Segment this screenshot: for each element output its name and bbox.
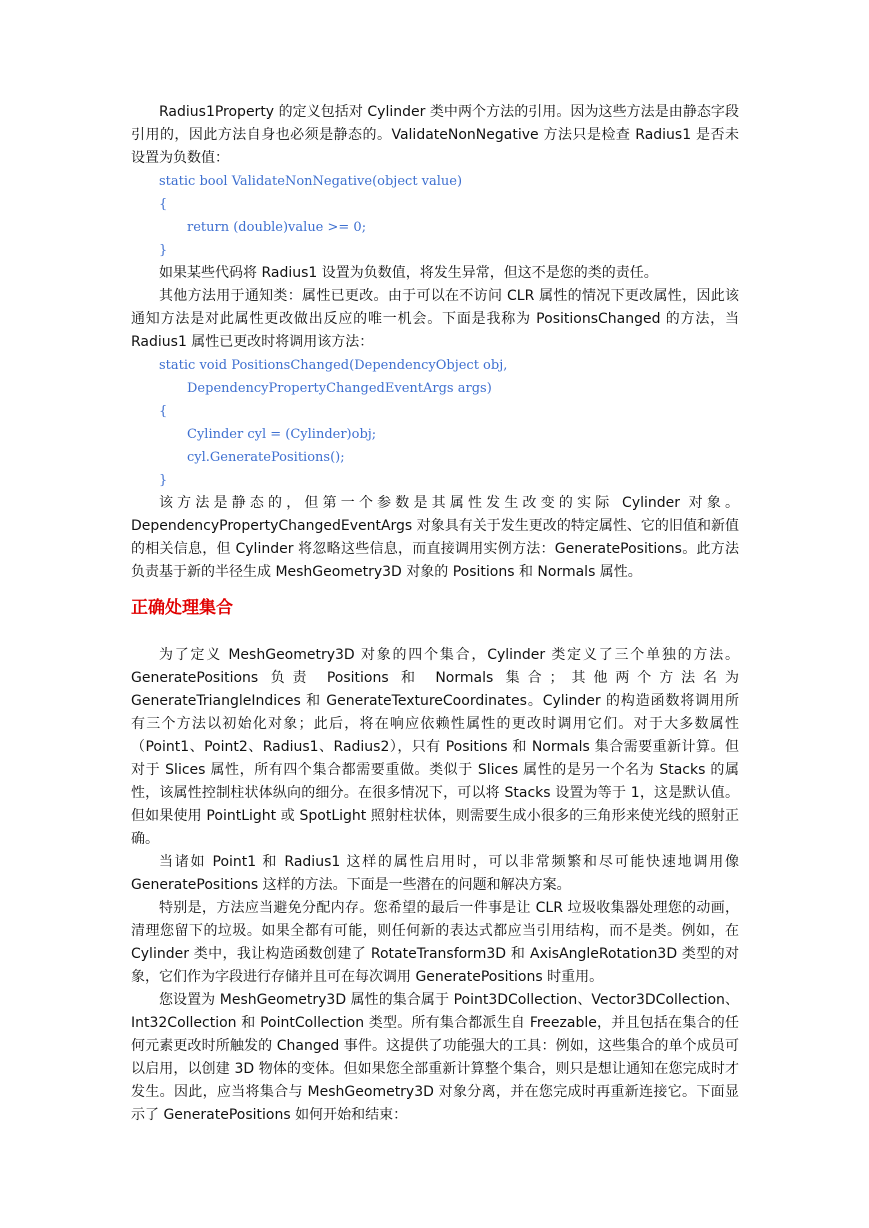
code-line: } [159,243,168,258]
paragraph-notification-method: 其他方法用于通知类：属性已更改。由于可以在不访问 CLR 属性的情况下更改属性，因此该通知方法是对此属性更改做出反应的唯一机会。下面是我称为 PositionsChanged 的方法，当 Radius1 属性已更改时将调用该方法： [131,288,739,350]
section-heading: 正确处理集合 [131,598,233,618]
code-line: } [159,473,168,488]
paragraph-collections: 为了定义 MeshGeometry3D 对象的四个集合，Cylinder 类定义了三个单独的方法。GeneratePositions 负责 Positions 和 Normals 集合；其他两个方法名为 GenerateTriangleIndices 和 GenerateTextureCoordinates。Cylinder 的构造函数将调用所有三个方法以初始化对象；此后，将在响应依赖性属性的更改时调用它们。对于大多数属性（Point1、Point2、Radius1、Radius2），只有 Positions 和 Normals 集合需要重新计算。但对于 Slices 属性，所有四个集合都需要重做。类似于 Slices 属性的是另一个名为 Stacks 的属性，该属性控制柱状体纵向的细分。在很多情况下，可以将 Stacks 设置为等于 1，这是默认值。但如果使用 PointLight 或 SpotLight 照射柱状体，则需要生成小很多的三角形来使光线的照射正确。 [131,647,739,847]
paragraph-exception-note: 如果某些代码将 Radius1 设置为负数值，将发生异常，但这不是您的类的责任。 [159,265,658,281]
code-line: return (double)value >= 0; [187,220,367,235]
paragraph-memory-allocation: 特别是，方法应当避免分配内存。您希望的最后一件事是让 CLR 垃圾收集器处理您的动画，清理您留下的垃圾。如果全都有可能，则任何新的表达式都应当引用结构，而不是类。例如，在 Cylinder 类中，我让构造函数创建了 RotateTransform3D 和 AxisAngleRotation3D 类型的对象，它们作为字段进行存储并且可在每次调用 GeneratePositions 时重用。 [131,900,739,985]
code-line: { [159,197,168,212]
code-line: cyl.GeneratePositions(); [187,450,345,465]
code-line: static void PositionsChanged(DependencyObject obj, [159,358,508,373]
paragraph-freezable-collections: 您设置为 MeshGeometry3D 属性的集合属于 Point3DCollection、Vector3DCollection、Int32Collection 和 PointCollection 类型。所有集合都派生自 Freezable，并且包括在集合的任何元素更改时所触发的 Changed 事件。这提供了功能强大的工具：例如，这些集合的单个成员可以启用，以创建 3D 物体的变体。但如果您全部重新计算整个集合，则只是想让通知在您完成时才发生。因此，应当将集合与 MeshGeometry3D 对象分离，并在您完成时再重新连接它。下面显示了 GeneratePositions 如何开始和结束： [131,992,739,1123]
paragraph-animation-calls: 当诸如 Point1 和 Radius1 这样的属性启用时，可以非常频繁和尽可能快速地调用像 GeneratePositions 这样的方法。下面是一些潜在的问题和解决方案。 [131,854,739,893]
code-line: static bool ValidateNonNegative(object value) [159,174,463,189]
code-line: DependencyPropertyChangedEventArgs args) [187,381,492,396]
code-block-positions-changed [131,354,739,492]
code-line: Cylinder cyl = (Cylinder)obj; [187,427,377,442]
code-line: { [159,404,168,419]
paragraph-static-method: 该方法是静态的，但第一个参数是其属性发生改变的实际 Cylinder 对象。DependencyPropertyChangedEventArgs 对象具有关于发生更改的特定属性、它的旧值和新值的相关信息，但 Cylinder 将忽略这些信息，而直接调用实例方法：GeneratePositions。此方法负责基于新的半径生成 MeshGeometry3D 对象的 Positions 和 Normals 属性。 [131,495,739,580]
code-block-validate [131,170,739,262]
paragraph-radius1property: Radius1Property 的定义包括对 Cylinder 类中两个方法的引用。因为这些方法是由静态字段引用的，因此方法自身也必须是静态的。ValidateNonNegative 方法只是检查 Radius1 是否未设置为负数值： [131,104,739,166]
document-body [131,101,739,1127]
